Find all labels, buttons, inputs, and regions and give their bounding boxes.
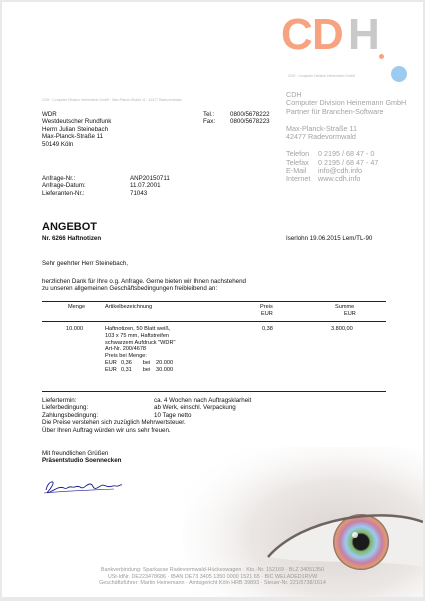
col-header-summe: Summe: [335, 304, 355, 310]
document-title: ANGEBOT: [42, 221, 97, 233]
term-label: Lieferbedingung:: [42, 404, 89, 412]
company-contact-label: E-Mail: [286, 166, 307, 176]
company-contact-value: www.cdh.info: [318, 174, 361, 184]
company-contact-value: info@cdh.info: [318, 166, 363, 176]
company-contact-label: Internet: [286, 174, 311, 184]
col-header-menge: Menge: [68, 304, 86, 310]
tier-quantity: 30.000: [156, 366, 174, 373]
company-fullname: Computer Division Heinemann GmbH: [286, 98, 407, 108]
ref-label: Anfrage-Datum:: [42, 182, 86, 190]
company-contact-value: 0 2195 / 68 47 - 47: [318, 157, 379, 167]
logo-dot-orange: [379, 54, 384, 59]
ref-value: 71043: [130, 189, 148, 197]
desc-line: Haftnotizen, 50 Blatt weiß,: [105, 326, 171, 332]
recipient-contact: [203, 111, 270, 126]
recipient-line: WDR: [42, 111, 57, 118]
salutation: Sehr geehrter Herr Steinebach,: [42, 260, 128, 267]
company-tagline: Partner für Branchen-Software: [286, 106, 384, 116]
tel-label: Tel.:: [203, 111, 215, 118]
footer-line-bank: Bankverbindung: Sparkasse Radevormwald-Hückeswagen · Kto.-Nr. 152169 · BLZ 34051350: [100, 567, 325, 573]
company-city: 42477 Radevormwald: [286, 132, 356, 142]
row-menge: 10.000: [66, 326, 84, 332]
recipient-line: Herrn Julian Steinebach: [42, 125, 109, 133]
company-street: Max-Planck-Straße 11: [286, 123, 357, 133]
intro-line: herzlichen Dank für Ihre o.g. Anfrage. Gerne bieten wir Ihnen nachstehend: [42, 278, 246, 285]
terms-block: [42, 397, 251, 434]
letter-page: [2, 2, 423, 597]
ref-label: Anfrage-Nr.:: [42, 175, 76, 182]
company-contact-label: Telefon: [286, 149, 310, 159]
row-summe: 3.800,00: [331, 326, 353, 332]
sender-line: CDH · Computer Division Heinemann GmbH · Max-Planck-Straße 11 · 42477 Radevormwald: [42, 98, 182, 102]
row-description: [105, 326, 176, 374]
desc-line: schwarzem Aufdruck "WDR": [105, 339, 176, 346]
footer: [2, 567, 423, 587]
table-header: [42, 304, 386, 320]
tier-currency: EUR: [105, 366, 117, 373]
tier-bei: bei: [142, 359, 151, 366]
company-contact-value: 0 2195 / 68 47 - 0: [318, 149, 375, 159]
intro-line: zu unseren allgemeinen Geschäftsbedingungen freibleibend an:: [42, 285, 218, 293]
col-header-artikel: Artikelbezeichnung: [105, 304, 153, 310]
recipient-line: Max-Planck-Straße 11: [42, 133, 104, 141]
place-date: Iserlohn 19.06.2015 Lem/TL-90: [286, 235, 373, 242]
ref-label: Lieferanten-Nr.:: [42, 189, 85, 197]
tier-price: 0,36: [121, 359, 132, 366]
term-value: ca. 4 Wochen nach Auftragsklarheit: [154, 397, 252, 404]
intro-text: [42, 278, 246, 293]
ref-value: ANP20150711: [130, 175, 170, 182]
tier-price: 0,31: [121, 366, 132, 373]
table-row: [42, 326, 386, 388]
recipient-line: Westdeutscher Rundfunk: [42, 118, 112, 126]
tier-quantity: 20.000: [156, 359, 174, 366]
fax-label: Fax:: [203, 118, 216, 126]
logo-letter-c: C: [281, 10, 311, 59]
company-info: [286, 91, 406, 184]
recipient-line: 50149 Köln: [42, 140, 74, 148]
signatory: Präsentstudio Soennecken: [42, 457, 122, 464]
tel-value: 0800/5678222: [230, 111, 270, 118]
ref-value: 11.07.2001: [130, 182, 161, 190]
logo-dot-blue: [391, 66, 407, 82]
desc-line: Preis bei Menge:: [105, 353, 147, 360]
fax-value: 0800/5678223: [230, 118, 270, 126]
table-bottom-rule: [42, 391, 386, 392]
logo-tagline: CDH - Computer Division Heinemann GmbH: [288, 74, 356, 78]
term-label: Zahlungsbedingung:: [42, 411, 99, 419]
term-label: Liefertermin:: [42, 397, 77, 404]
greeting: Mit freundlichen Grüßen: [42, 450, 109, 457]
table-header-rule: [42, 321, 386, 322]
price-tier: [105, 367, 176, 374]
row-preis: 0,38: [262, 326, 273, 332]
handwritten-signature: [42, 476, 126, 498]
tier-bei: bei: [142, 366, 151, 373]
desc-line: Art-Nr. 200/4678: [105, 346, 147, 353]
term-value: 10 Tage netto: [154, 411, 192, 419]
col-header-preis: Preis: [260, 304, 273, 310]
desc-line: 103 x 75 mm, Haftstreifen: [105, 332, 170, 339]
footer-line-management: Geschäftsführer: Martin Heinemann · Amtsgericht Köln HRB 39893 · Steuer-Nr. 221/5738/1614: [99, 580, 326, 587]
recipient-address: [42, 111, 111, 148]
price-tier: [105, 360, 176, 367]
footer-line-tax: USt-IdNr. DE223478686 · IBAN DE73 3405 1350 0000 1521 65 · BIC WELADED1RVW: [107, 573, 318, 580]
company-name: CDH: [286, 90, 302, 99]
logo-letter-d: D: [312, 10, 342, 59]
logo-letter-h: H: [348, 10, 378, 59]
company-contact-label: Telefax: [286, 157, 309, 167]
company-logo: [278, 10, 410, 66]
col-header-preis-unit: EUR: [261, 311, 273, 317]
tier-currency: EUR: [105, 359, 117, 366]
offer-number: Nr. 6266 Haftnotizen: [42, 235, 102, 242]
col-header-summe-unit: EUR: [344, 311, 356, 317]
reference-block: [42, 175, 170, 197]
table-top-rule: [42, 301, 386, 302]
closing-line: Über Ihren Auftrag würden wir uns sehr freuen.: [42, 426, 171, 434]
term-value: ab Werk, einschl. Verpackung: [154, 404, 236, 412]
closing-line: Die Preise verstehen sich zuzüglich Mehrwertsteuer.: [42, 419, 186, 427]
